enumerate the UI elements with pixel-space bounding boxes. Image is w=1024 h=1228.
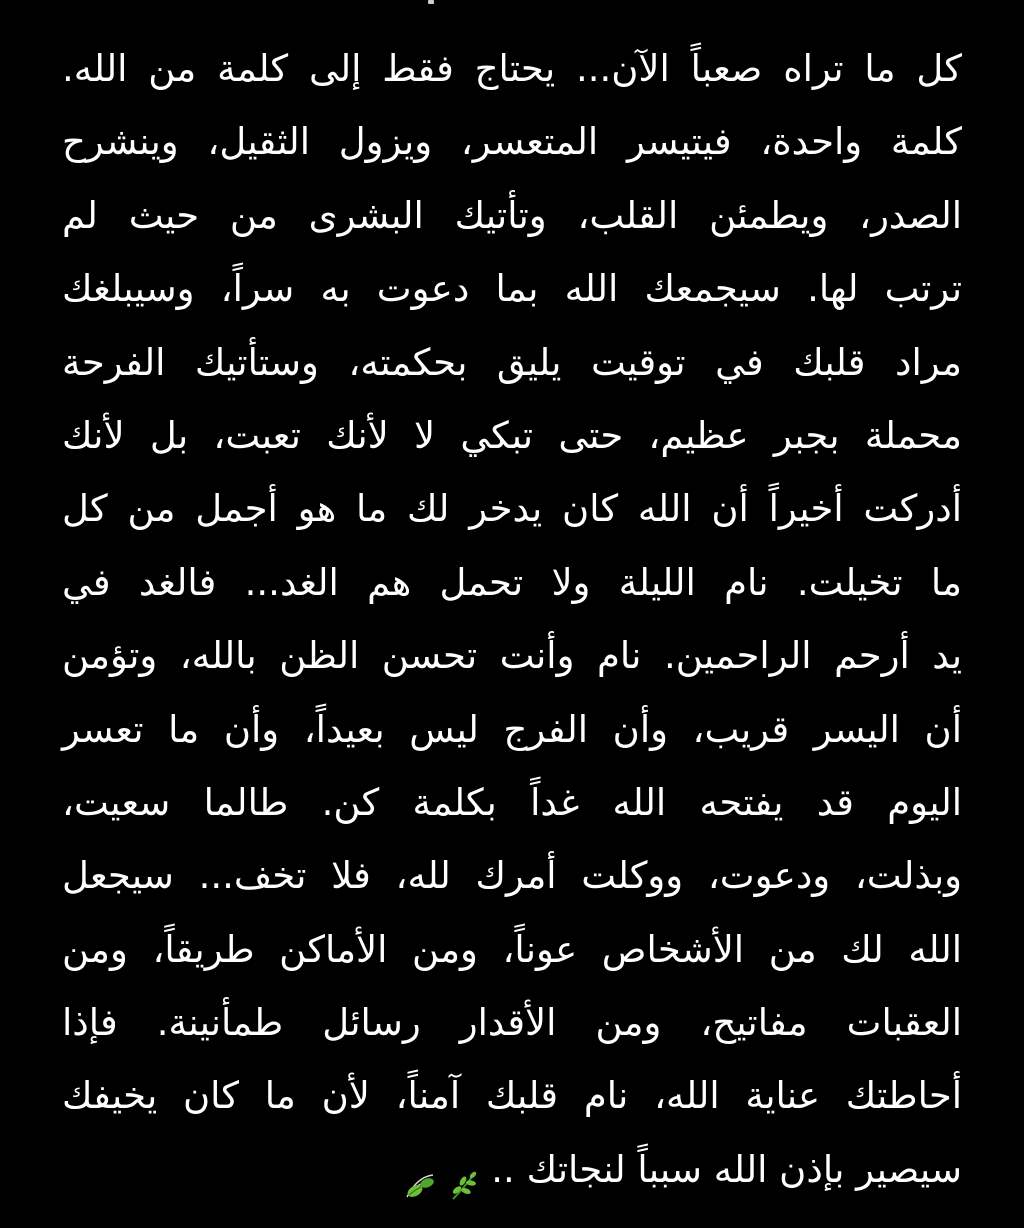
text-fragment-mark xyxy=(428,0,434,4)
text-line: ما تخيلت. نام الليلة ولا تحمل هم الغد... فالغد في xyxy=(62,560,962,604)
text-line: أن اليسر قريب، وأن الفرج ليس بعيداً، وأن ما تعسر xyxy=(62,707,962,751)
text-line: اليوم قد يفتحه الله غداً بكلمة كن. طالما سعيت، xyxy=(62,780,962,824)
text-line: كلمة واحدة، فيتيسر المتعسر، ويزول الثقيل، وينشرح xyxy=(62,120,962,164)
text-line-content: سيصير بإذن الله سبباً لنجاتك .. xyxy=(491,1147,962,1191)
text-line: أدركت أخيراً أن الله كان يدخر لك ما هو أجمل من كل xyxy=(62,487,962,531)
leaves-icon xyxy=(403,1154,437,1188)
text-line: مراد قلبك في توقيت يليق بحكمته، وستأتيك الفرحة xyxy=(62,340,962,384)
text-line: ترتب لها. سيجمعك الله بما دعوت به سراً، وسيبلغك xyxy=(62,267,962,311)
text-line: العقبات مفاتيح، ومن الأقدار رسائل طمأنينة. فإذا xyxy=(62,1001,962,1045)
text-line: محملة بجبر عظيم، حتى تبكي لا لأنك تعبت، بل لأنك xyxy=(62,413,962,457)
text-line-last xyxy=(62,1133,962,1206)
text-line: وبذلت، ودعوت، ووكلت أمرك لله، فلا تخف... سيجعل xyxy=(62,854,962,898)
text-line: الصدر، ويطمئن القلب، وتأتيك البشرى من حيث لم xyxy=(62,193,962,237)
text-line: أحاطتك عناية الله، نام قلبك آمناً، لأن ما كان يخيفك xyxy=(62,1074,962,1118)
post-text xyxy=(62,32,962,1206)
text-line: كل ما تراه صعباً الآن... يحتاج فقط إلى كلمة من الله. xyxy=(62,47,962,90)
text-line: يد أرحم الراحمين. نام وأنت تحسن الظن بالله، وتؤمن xyxy=(62,634,962,678)
text-line: الله لك من الأشخاص عوناً، ومن الأماكن طريقاً، ومن xyxy=(62,927,962,971)
herb-icon xyxy=(447,1154,481,1188)
